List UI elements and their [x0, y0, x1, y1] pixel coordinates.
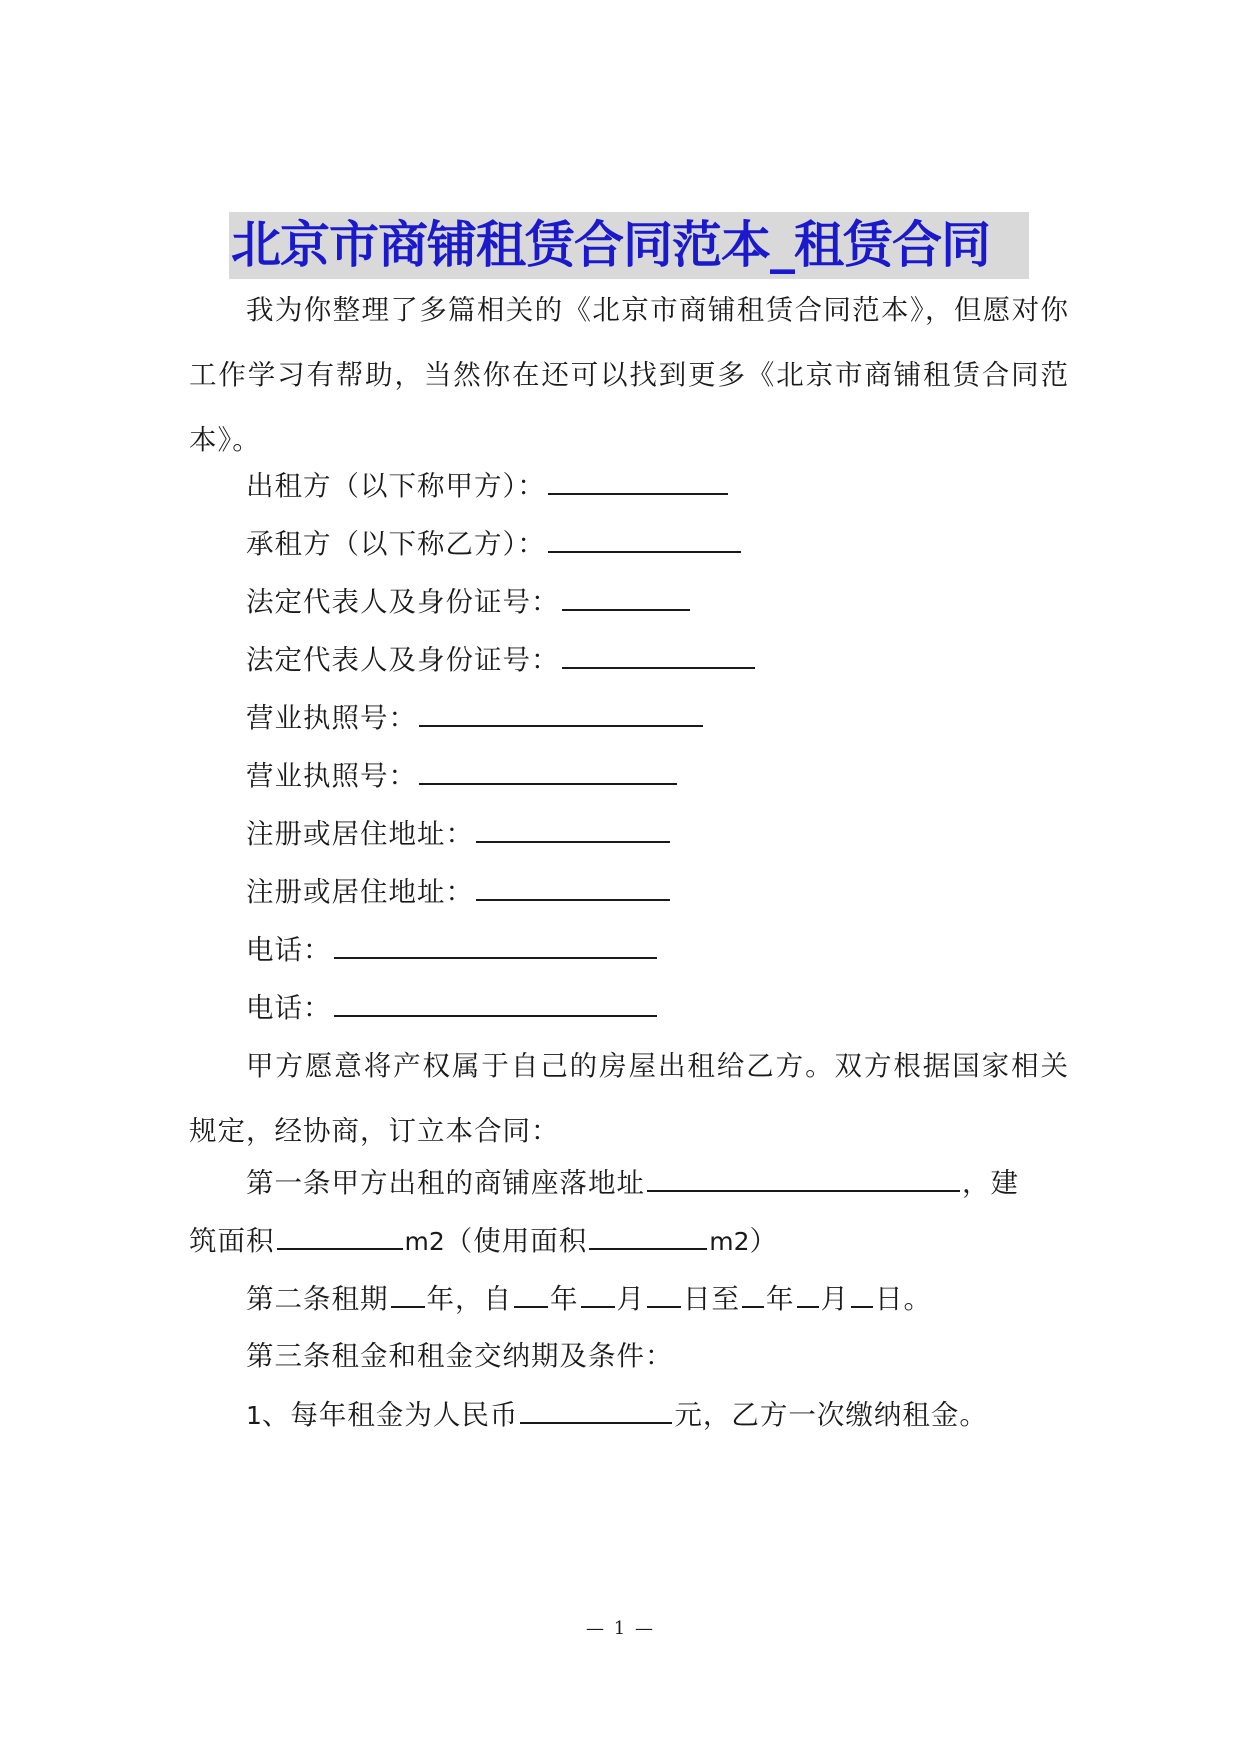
fill-blank — [562, 639, 755, 669]
fill-blank — [391, 1278, 425, 1308]
field-label: 承租方（以下称乙方）： — [246, 528, 546, 560]
article-2-text: 日至 — [683, 1283, 740, 1315]
field-label: 出租方（以下称甲方）： — [246, 470, 546, 502]
article-1-text: ） — [749, 1225, 779, 1257]
fill-blank — [589, 1220, 707, 1250]
document-title: 北京市商铺租赁合同范本_租赁合同 — [231, 216, 990, 274]
field-label: 注册或居住地址： — [246, 876, 474, 908]
article-2-text: 月 — [616, 1283, 645, 1315]
fill-blank — [476, 813, 670, 843]
field-label: 法定代表人及身份证号： — [246, 644, 560, 676]
fill-blank — [277, 1220, 403, 1250]
fill-blank — [548, 465, 728, 495]
fill-blank — [647, 1278, 681, 1308]
fill-blank — [647, 1162, 960, 1192]
article-3-heading: 第三条租金和租金交纳期及条件： — [246, 1340, 674, 1372]
field-address-2 — [246, 871, 672, 911]
page-number: — 1 — — [586, 1618, 655, 1639]
field-license-1 — [246, 697, 705, 737]
field-address-1 — [246, 813, 672, 853]
article-2 — [246, 1278, 932, 1318]
unit-label: m2 — [709, 1227, 750, 1256]
field-lessee — [246, 523, 743, 563]
fill-blank — [581, 1278, 615, 1308]
article-3-text: 、每年租金为人民币 — [261, 1399, 519, 1431]
fill-blank — [334, 987, 657, 1017]
fill-blank — [797, 1278, 819, 1308]
fill-blank — [851, 1278, 873, 1308]
fill-blank — [419, 755, 677, 785]
field-label: 注册或居住地址： — [246, 818, 474, 850]
field-label: 法定代表人及身份证号： — [246, 586, 560, 618]
field-rep-id-1 — [246, 581, 692, 621]
field-label: 营业执照号： — [246, 702, 417, 734]
article-1-line-2 — [189, 1220, 778, 1260]
fill-blank — [419, 697, 703, 727]
title-highlight — [229, 212, 1029, 279]
field-phone-1 — [246, 929, 659, 969]
article-3-text: 元，乙方一次缴纳租金。 — [674, 1399, 988, 1431]
field-phone-2 — [246, 987, 659, 1027]
fill-blank — [476, 871, 670, 901]
article-1-text: ，建 — [962, 1167, 1019, 1199]
article-3-item-1 — [246, 1394, 988, 1434]
fill-blank — [548, 523, 741, 553]
unit-label: m2 — [404, 1227, 445, 1256]
field-label: 营业执照号： — [246, 760, 417, 792]
field-license-2 — [246, 755, 679, 795]
article-1-line-1 — [246, 1162, 1019, 1202]
fill-blank — [520, 1394, 672, 1424]
fill-blank — [562, 581, 690, 611]
article-1-text: 第一条甲方出租的商铺座落地址 — [246, 1167, 645, 1199]
intro-paragraph: 我为你整理了多篇相关的《北京市商铺租赁合同范本》，但愿对你工作学习有帮助，当然你在还可以找到更多《北京市商铺租赁合同范本》。 — [189, 294, 1069, 456]
agreement-paragraph: 甲方愿意将产权属于自己的房屋出租给乙方。双方根据国家相关规定，经协商，订立本合同： — [189, 1050, 1069, 1147]
article-1-text: （使用面积 — [444, 1225, 588, 1257]
fill-blank — [514, 1278, 548, 1308]
fill-blank — [742, 1278, 764, 1308]
field-label: 电话： — [246, 934, 332, 966]
field-label: 电话： — [246, 992, 332, 1024]
article-1-text: 筑面积 — [189, 1225, 275, 1257]
field-rep-id-2 — [246, 639, 757, 679]
fill-blank — [334, 929, 657, 959]
article-2-text: 月 — [820, 1283, 849, 1315]
article-2-text: 年 — [550, 1283, 579, 1315]
article-2-text: 第二条租期 — [246, 1283, 389, 1315]
article-2-text: 日。 — [875, 1283, 932, 1315]
field-lessor — [246, 465, 730, 505]
article-2-text: 年，自 — [426, 1283, 512, 1315]
item-number: 1 — [246, 1401, 262, 1430]
article-2-text: 年 — [766, 1283, 795, 1315]
